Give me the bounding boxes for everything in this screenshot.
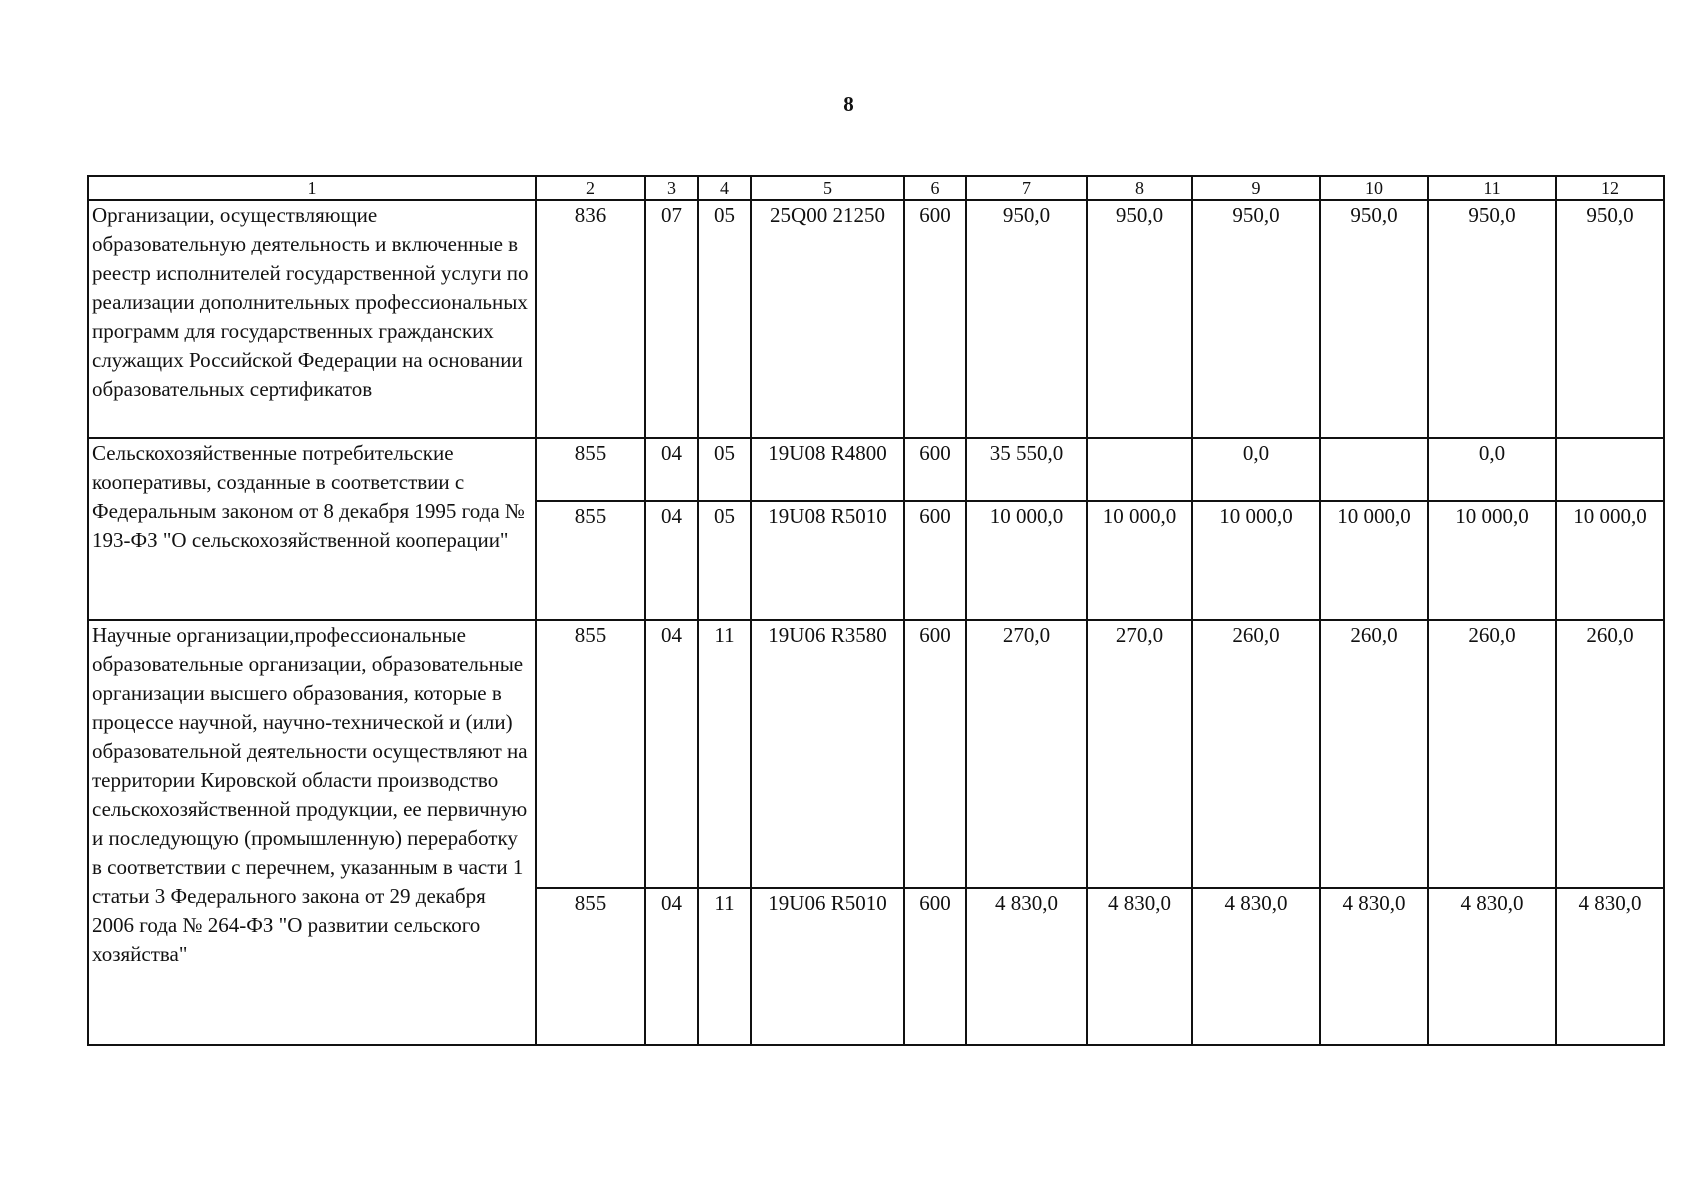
table-cell: 260,0: [1320, 620, 1428, 888]
table-cell: 05: [698, 438, 751, 501]
table-cell: 4 830,0: [966, 888, 1087, 1045]
table-row: [88, 438, 1664, 501]
table-cell: 0,0: [1192, 438, 1320, 501]
table-cell: 600: [904, 501, 966, 620]
table-cell: 19U08 R5010: [751, 501, 904, 620]
column-header: 11: [1428, 176, 1556, 200]
table-cell: 10 000,0: [966, 501, 1087, 620]
table-cell: 04: [645, 438, 698, 501]
table-cell: 950,0: [1192, 200, 1320, 438]
table-cell: 836: [536, 200, 645, 438]
table-row: [88, 200, 1664, 438]
recipient-description: Сельскохозяйственные потребительские кооперативы, созданные в соответствии с Федеральным законом от 8 декабря 1995 года № 193-ФЗ "О сельскохозяйственной кооперации": [88, 438, 536, 620]
page-number: 8: [843, 92, 854, 116]
table-cell: 19U06 R5010: [751, 888, 904, 1045]
recipient-description: Организации, осуществляющие образовательную деятельность и включенные в реестр исполнителей государственной услуги по реализации дополнительных профессиональных программ для государственных гражданских служащих Российской Федерации на основании образовательных сертификатов: [88, 200, 536, 438]
table-cell: 11: [698, 888, 751, 1045]
table-cell: 4 830,0: [1320, 888, 1428, 1045]
table-cell: [1087, 438, 1192, 501]
recipient-description: Научные организации,профессиональные образовательные организации, образовательные организации высшего образования, которые в процессе научной, научно-технической и (или) образовательной деятельности осуществляют на территории Кировской области производство сельскохозяйственной продукции, ее первичную и последующую (промышленную) переработку в соответствии с перечнем, указанным в части 1 статьи 3 Федерального закона от 29 декабря 2006 года № 264-ФЗ "О развитии сельского хозяйства": [88, 620, 536, 1045]
table-cell: 4 830,0: [1192, 888, 1320, 1045]
table-cell: 10 000,0: [1192, 501, 1320, 620]
table-cell: 270,0: [1087, 620, 1192, 888]
table-cell: 950,0: [1087, 200, 1192, 438]
table-cell: 04: [645, 620, 698, 888]
table-cell: 10 000,0: [1320, 501, 1428, 620]
column-header: 3: [645, 176, 698, 200]
table-cell: 04: [645, 501, 698, 620]
column-header: 8: [1087, 176, 1192, 200]
table-cell: 855: [536, 438, 645, 501]
table-cell: 270,0: [966, 620, 1087, 888]
table-cell: 260,0: [1428, 620, 1556, 888]
table-cell: 35 550,0: [966, 438, 1087, 501]
table-cell: 260,0: [1556, 620, 1664, 888]
table-cell: 10 000,0: [1556, 501, 1664, 620]
table-cell: 04: [645, 888, 698, 1045]
table-cell: 855: [536, 888, 645, 1045]
column-header: 12: [1556, 176, 1664, 200]
column-number-header-row: [88, 176, 1664, 200]
table-cell: [1320, 438, 1428, 501]
column-header: 9: [1192, 176, 1320, 200]
table-cell: 0,0: [1428, 438, 1556, 501]
table-cell: 950,0: [1428, 200, 1556, 438]
table-cell: 4 830,0: [1556, 888, 1664, 1045]
table-cell: 950,0: [1320, 200, 1428, 438]
table-cell: 600: [904, 888, 966, 1045]
table-cell: 05: [698, 200, 751, 438]
table-cell: 4 830,0: [1428, 888, 1556, 1045]
table-cell: 19U06 R3580: [751, 620, 904, 888]
table-cell: 855: [536, 501, 645, 620]
table-cell: 10 000,0: [1087, 501, 1192, 620]
table-cell: 25Q00 21250: [751, 200, 904, 438]
table-cell: 07: [645, 200, 698, 438]
column-header: 2: [536, 176, 645, 200]
table-cell: 10 000,0: [1428, 501, 1556, 620]
column-header: 7: [966, 176, 1087, 200]
table-cell: 4 830,0: [1087, 888, 1192, 1045]
table-cell: 600: [904, 200, 966, 438]
table-cell: 950,0: [1556, 200, 1664, 438]
table-cell: [1556, 438, 1664, 501]
table-row: [88, 620, 1664, 888]
table-cell: 19U08 R4800: [751, 438, 904, 501]
table-cell: 855: [536, 620, 645, 888]
column-header: 4: [698, 176, 751, 200]
column-header: 6: [904, 176, 966, 200]
table-cell: 11: [698, 620, 751, 888]
table-cell: 600: [904, 620, 966, 888]
table-cell: 05: [698, 501, 751, 620]
table-cell: 260,0: [1192, 620, 1320, 888]
column-header: 5: [751, 176, 904, 200]
budget-table: [87, 175, 1665, 1046]
column-header: 1: [88, 176, 536, 200]
column-header: 10: [1320, 176, 1428, 200]
table-cell: 950,0: [966, 200, 1087, 438]
table-cell: 600: [904, 438, 966, 501]
